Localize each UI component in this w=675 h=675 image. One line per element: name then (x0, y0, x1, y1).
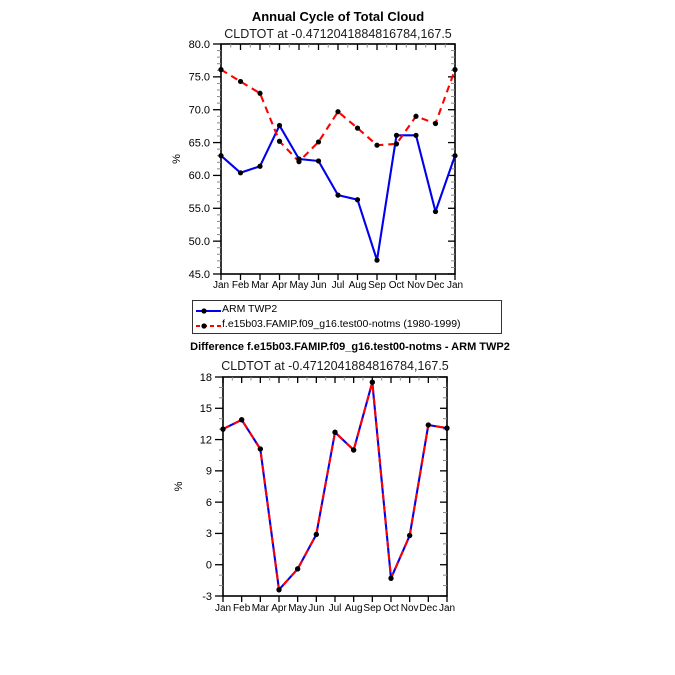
axis-frame (221, 44, 455, 274)
data-point (295, 566, 300, 571)
x-tick-label: Sep (368, 280, 386, 291)
data-point (394, 141, 399, 146)
data-point (388, 576, 393, 581)
x-tick-label: Jan (212, 280, 230, 291)
data-point (276, 587, 281, 592)
legend-label: ARM TWP2 (222, 303, 278, 315)
top-chart-title: Annual Cycle of Total Cloud (251, 9, 425, 24)
x-tick-label: Oct (383, 603, 399, 614)
data-point (355, 197, 360, 202)
data-point (444, 426, 449, 431)
data-point (355, 126, 360, 131)
y-tick-label: 60.0 (188, 170, 210, 183)
data-point (314, 532, 319, 537)
x-tick-label: Jan (438, 603, 456, 614)
legend-box (192, 300, 502, 334)
y-tick-label: 70.0 (188, 104, 210, 117)
data-point (351, 447, 356, 452)
legend-item-1 (195, 317, 501, 332)
data-point (239, 417, 244, 422)
x-tick-label: May (289, 280, 309, 291)
x-tick-label: Mar (251, 280, 269, 291)
y-tick-label: 12 (199, 434, 212, 447)
x-tick-label: Dec (426, 280, 445, 291)
data-point (277, 123, 282, 128)
axis-frame (223, 377, 447, 596)
legend-label: f.e15b03.FAMIP.f09_g16.test00-notms (1980-1999) (222, 318, 461, 330)
y-axis-title: % (171, 154, 183, 164)
data-point (257, 91, 262, 96)
data-point (257, 164, 262, 169)
data-point (277, 139, 282, 144)
data-point (394, 133, 399, 138)
data-point (335, 109, 340, 114)
x-tick-label: Jun (310, 280, 327, 291)
legend-line-sample (195, 304, 222, 316)
legend-sample-icon (195, 305, 222, 317)
x-tick-label: Nov (407, 280, 425, 291)
legend-marker-dot (201, 323, 206, 328)
data-point (218, 67, 223, 72)
data-point (374, 143, 379, 148)
data-point (413, 114, 418, 119)
x-tick-label: Jan (446, 280, 464, 291)
data-point (335, 193, 340, 198)
x-tick-label: Sep (363, 603, 382, 614)
y-tick-label: 9 (205, 465, 212, 478)
x-tick-label: Oct (388, 280, 405, 291)
data-point (316, 139, 321, 144)
y-tick-label: 65.0 (188, 137, 210, 150)
x-tick-label: May (288, 603, 308, 614)
data-point (374, 258, 379, 263)
bottom-chart-subtitle: CLDTOT at -0.4712041884816784,167.5 (221, 359, 449, 373)
y-tick-label: 55.0 (188, 203, 210, 216)
legend-sample-icon (195, 320, 222, 332)
x-tick-label: Mar (251, 603, 269, 614)
x-tick-label: Jun (308, 603, 325, 614)
y-tick-label: 45.0 (188, 268, 210, 281)
data-point (433, 121, 438, 126)
x-tick-label: Feb (231, 280, 250, 291)
data-point (413, 133, 418, 138)
y-tick-label: 18 (199, 371, 212, 384)
data-point (258, 446, 263, 451)
x-tick-label: Aug (348, 280, 367, 291)
x-tick-label: Jul (328, 603, 342, 614)
legend-marker-dot (201, 308, 206, 313)
series-line-1 (223, 382, 447, 590)
data-point (452, 67, 457, 72)
x-tick-label: Aug (344, 603, 363, 614)
y-tick-label: 80.0 (188, 38, 210, 51)
bottom-chart-title: Difference f.e15b03.FAMIP.f09_g16.test00-notms - ARM TWP2 (190, 341, 510, 353)
y-tick-label: 15 (199, 403, 212, 416)
x-tick-label: Apr (271, 280, 288, 291)
data-point (452, 153, 457, 158)
data-point (218, 153, 223, 158)
chart-1 (173, 372, 455, 614)
data-point (238, 79, 243, 84)
y-tick-label: 75.0 (188, 71, 210, 84)
x-tick-label: Dec (419, 603, 438, 614)
y-axis-title: % (173, 481, 185, 492)
x-tick-label: Jul (331, 280, 345, 291)
data-point (296, 159, 301, 164)
data-point (238, 170, 243, 175)
data-point (433, 209, 438, 214)
series-line-0 (223, 382, 447, 590)
data-point (332, 430, 337, 435)
data-point (220, 427, 225, 432)
top-chart-subtitle: CLDTOT at -0.4712041884816784,167.5 (224, 27, 452, 41)
x-tick-label: Apr (271, 603, 287, 614)
legend-line-sample (195, 319, 222, 331)
data-point (407, 533, 412, 538)
data-point (426, 422, 431, 427)
y-tick-label: 3 (205, 528, 212, 541)
data-point (370, 380, 375, 385)
x-tick-label: Nov (400, 603, 419, 614)
y-tick-label: 0 (205, 559, 212, 572)
y-tick-label: -3 (202, 590, 212, 603)
legend-item-0 (195, 302, 501, 317)
y-tick-label: 50.0 (188, 235, 210, 248)
y-tick-label: 6 (205, 496, 212, 509)
x-tick-label: Feb (233, 603, 251, 614)
x-tick-label: Jan (214, 603, 232, 614)
data-point (316, 158, 321, 163)
chart-0 (171, 39, 463, 291)
